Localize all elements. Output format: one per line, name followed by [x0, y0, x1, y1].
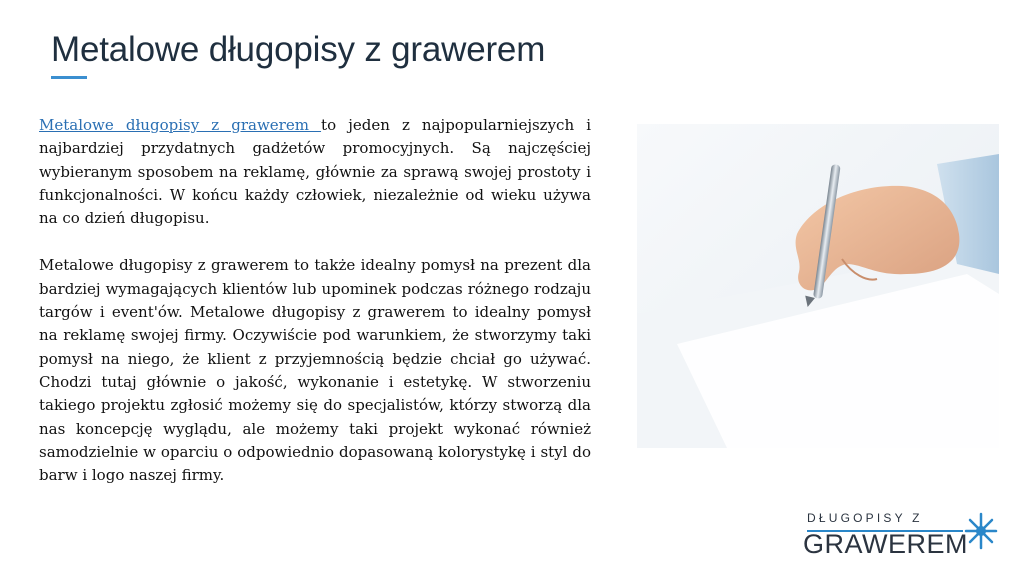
- paragraph-1-text: to jeden z najpopularniejszych i najbardziej przydatnych gadżetów promocyjnych. Są najczęściej wybieranym sposobem na reklamę, głównie za sprawą swojej prostoty i funkcjonalności. W końcu każdy człowiek, niezależnie od wieku używa na co dzień długopisu.: [39, 116, 592, 228]
- hand-writing-photo: [637, 124, 999, 448]
- logo: [803, 511, 1003, 559]
- title-underline: [51, 76, 87, 79]
- slide-title: Metalowe długopisy z grawerem: [51, 30, 546, 69]
- paragraph-2: Metalowe długopisy z grawerem to także idealny pomysł na prezent dla bardziej wymagających klientów lub upominek podczas różnego rodzaju targów i event'ów. Metalowe długopisy z grawerem to idealny pomysł na reklamę swojej firmy. Oczywiście pod warunkiem, że stworzymy taki pomysł na niego, że klient z przyjemnością będzie chciał go używać. Chodzi tutaj głównie o jakość, wykonanie i estetykę. W stworzeniu takiego projektu zgłosić możemy się do specjalistów, którzy stworzą dla nas koncepcję wyglądu, ale możemy taki projekt wykonać również samodzielnie w oparciu o odpowiednio dopasowaną kolorystykę i styl do barw i logo naszej firmy.: [39, 256, 591, 485]
- body-text: [39, 114, 591, 511]
- sparkle-star-icon: [963, 511, 999, 556]
- logo-bottom-text: GRAWEREM: [803, 529, 968, 559]
- logo-top-text: DŁUGOPISY Z: [807, 511, 923, 525]
- paragraph-1: [39, 114, 591, 230]
- title-link[interactable]: Metalowe długopisy z grawerem: [39, 116, 322, 134]
